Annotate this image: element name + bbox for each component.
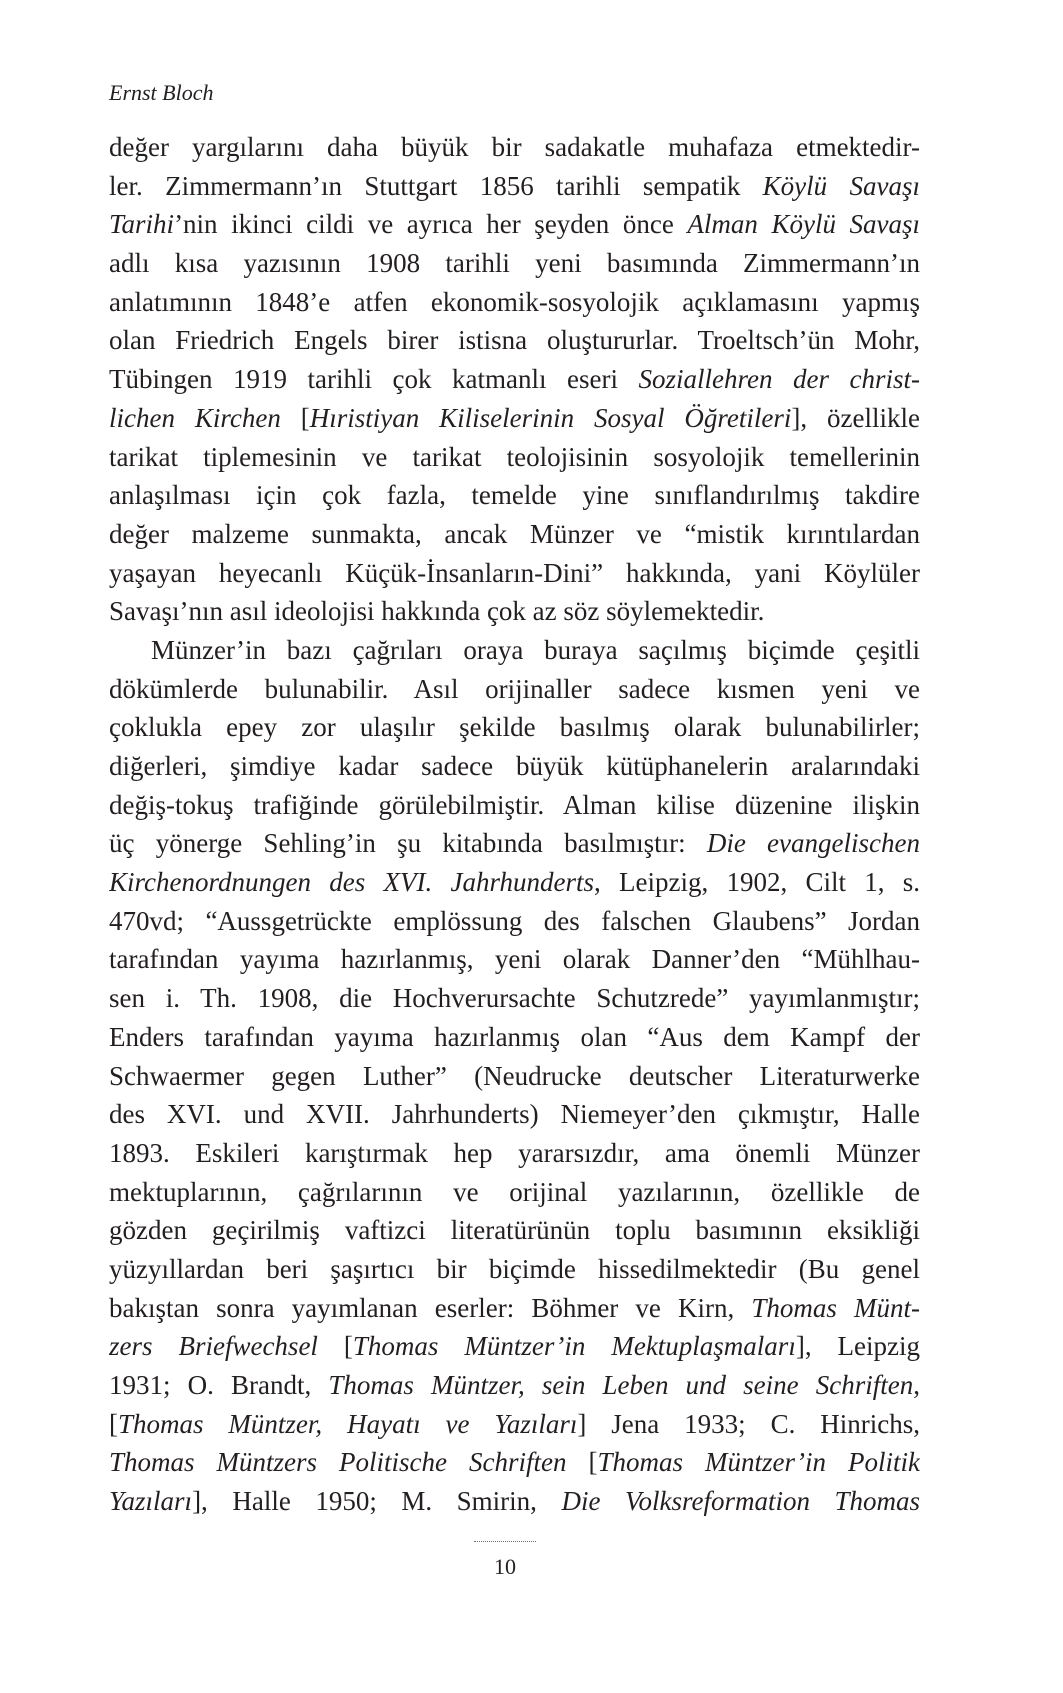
text-line — [109, 1095, 920, 1134]
text-line — [109, 476, 920, 515]
text-line — [109, 1211, 920, 1250]
text-line — [109, 283, 920, 322]
text-segment: dökümlerde bulunabilir. Asıl orijinaller sadece kısmen yeni ve — [109, 673, 920, 704]
text-segment: değer yargılarını daha büyük bir sadakatle muhafaza etmektedir- — [109, 132, 920, 162]
footer-dotted-rule — [474, 1541, 536, 1542]
text-segment: bakıştan sonra yayımlanan eserler: Böhmer ve Kirn, — [109, 1292, 752, 1323]
text-segment: Tübingen 1919 tarihli çok katmanlı eseri — [109, 364, 639, 395]
text-segment: Schwaermer gegen Luther” (Neudrucke deutscher Literaturwerke — [109, 1060, 920, 1091]
text-segment: Enders tarafından yayıma hazırlanmış olan “Aus dem Kampf der — [109, 1021, 920, 1052]
text-segment: anlaşılması için çok fazla, temelde yine sınıflandırılmış takdire — [109, 480, 920, 511]
text-line — [109, 1366, 920, 1405]
italic-text-segment: Thomas Müntzer’in Politik — [597, 1447, 920, 1478]
text-segment: [ — [317, 1331, 353, 1362]
text-line — [109, 244, 920, 283]
italic-text-segment: Kirchenordnungen des XVI. Jahrhunderts — [109, 867, 594, 898]
text-line — [109, 128, 920, 167]
text-segment: [ — [109, 1408, 118, 1439]
text-segment: 470vd; “Aussgetrückte emplössung des falschen Glaubens” Jordan — [109, 905, 920, 936]
text-line — [109, 1134, 920, 1173]
text-segment: değiş-tokuş trafiğinde görülebilmiştir. Alman kilise düzenine ilişkin — [109, 789, 920, 820]
text-segment: , Leipzig, 1902, Cilt 1, s. — [593, 867, 920, 898]
text-segment: yüzyıllardan beri şaşırtıcı bir biçimde hissedilmektedir (Bu genel — [109, 1253, 920, 1284]
text-segment: , — [913, 1370, 920, 1400]
text-segment: mektuplarının, çağrılarının ve orijinal yazılarının, özellikle de — [109, 1176, 920, 1207]
text-line — [109, 670, 920, 709]
text-line — [109, 940, 920, 979]
italic-text-segment: Tarihi — [109, 209, 175, 240]
page-number: 10 — [494, 1554, 516, 1579]
italic-text-segment: Köylü Savaşı — [762, 170, 920, 201]
italic-text-segment: Die Volksreformation Thomas — [561, 1486, 920, 1517]
italic-text-segment: zers Briefwechsel — [109, 1331, 318, 1362]
text-line — [109, 167, 920, 206]
text-line — [109, 824, 920, 863]
body-text — [109, 128, 920, 1521]
text-line — [109, 592, 920, 631]
text-line — [109, 1327, 920, 1366]
italic-text-segment: lichen Kirchen — [109, 402, 281, 433]
text-segment: çoklukla epey zor ulaşılır şekilde basılmış olarak bulunabilirler; — [109, 712, 920, 743]
text-segment: yaşayan heyecanlı Küçük-İnsanların-Dini” hakkında, yani Köylüler — [109, 557, 920, 588]
text-segment: olan Friedrich Engels birer istisna oluştururlar. Troeltsch’ün Mohr, — [109, 325, 920, 356]
text-segment: 1931; O. Brandt, — [109, 1370, 329, 1400]
text-segment: Münzer’in bazı çağrıları oraya buraya saçılmış biçimde çeşitli — [151, 634, 920, 665]
text-line — [109, 554, 920, 593]
text-segment: sen i. Th. 1908, die Hochverursachte Schutzrede” yayımlanmıştır; — [109, 983, 920, 1014]
text-segment: adlı kısa yazısının 1908 tarihli yeni basımında Zimmermann’ın — [109, 248, 920, 279]
text-line — [109, 631, 920, 670]
italic-text-segment: Thomas Müntzer, sein Leben und seine Schriften — [328, 1370, 914, 1400]
italic-text-segment: Alman Köylü Savaşı — [687, 209, 920, 240]
italic-text-segment: Soziallehren der christ- — [638, 364, 920, 395]
italic-text-segment: Yazıları — [109, 1486, 193, 1517]
italic-text-segment: Thomas Müntzers Politische Schriften — [109, 1447, 567, 1478]
text-line — [109, 399, 920, 438]
text-segment: des XVI. und XVII. Jahrhunderts) Niemeyer’den çıkmıştır, Halle — [109, 1099, 920, 1130]
text-segment: gözden geçirilmiş vaftizci literatürünün toplu basımının eksikliği — [109, 1215, 920, 1246]
italic-text-segment: Thomas Müntzer’in Mektuplaşmaları — [352, 1331, 796, 1362]
text-line — [109, 1018, 920, 1057]
paragraph — [109, 631, 920, 1521]
text-line — [109, 1405, 920, 1444]
italic-text-segment: Thomas Münt- — [751, 1292, 920, 1323]
text-line — [109, 863, 920, 902]
text-line — [109, 979, 920, 1018]
text-line — [109, 1057, 920, 1096]
text-segment: ler. Zimmermann’ın Stuttgart 1856 tarihli sempatik — [109, 170, 763, 201]
text-segment: değer malzeme sunmakta, ancak Münzer ve “mistik kırıntılardan — [109, 518, 920, 549]
text-line — [109, 786, 920, 825]
text-segment: ], Halle 1950; M. Smirin, — [192, 1486, 562, 1517]
text-segment: ], Leipzig — [795, 1331, 920, 1362]
text-line — [109, 205, 920, 244]
text-segment: anlatımının 1848’e atfen ekonomik-sosyolojik açıklamasını yapmış — [109, 286, 920, 317]
text-line — [109, 902, 920, 941]
text-line — [109, 1250, 920, 1289]
text-segment: diğerleri, şimdiye kadar sadece büyük kütüphanelerin aralarındaki — [109, 751, 920, 781]
text-line — [109, 1443, 920, 1482]
paragraph — [109, 128, 920, 631]
text-line — [109, 1289, 920, 1328]
text-segment: [ — [566, 1447, 598, 1478]
text-segment: üç yönerge Sehling’in şu kitabında basılmıştır: — [109, 828, 707, 859]
text-line — [109, 1482, 920, 1521]
text-segment: 1893. Eskileri karıştırmak hep yararsızdır, ama önemli Münzer — [109, 1137, 920, 1168]
italic-text-segment: Die evangelischen — [706, 828, 920, 859]
text-segment: ’nin ikinci cildi ve ayrıca her şeyden önce — [174, 209, 688, 240]
text-line — [109, 515, 920, 554]
text-segment: tarikat tiplemesinin ve tarikat teolojisinin sosyolojik temellerinin — [109, 441, 920, 472]
text-line — [109, 360, 920, 399]
running-head: Ernst Bloch — [109, 80, 214, 105]
text-segment: Savaşı’nın asıl ideolojisi hakkında çok az söz söylemektedir. — [109, 596, 765, 627]
text-segment: [ — [280, 402, 310, 433]
text-line — [109, 1173, 920, 1212]
text-segment: ], özellikle — [791, 402, 920, 433]
italic-text-segment: Thomas Müntzer, Hayatı ve Yazıları — [118, 1408, 578, 1439]
text-line — [109, 321, 920, 360]
text-line — [109, 438, 920, 477]
text-segment: ] Jena 1933; C. Hinrichs, — [577, 1408, 920, 1439]
text-segment: tarafından yayıma hazırlanmış, yeni olarak Danner’den “Mühlhau- — [109, 944, 920, 975]
text-line — [109, 747, 920, 786]
italic-text-segment: Hıristiyan Kiliselerinin Sosyal Öğretileri — [309, 402, 792, 433]
text-line — [109, 708, 920, 747]
